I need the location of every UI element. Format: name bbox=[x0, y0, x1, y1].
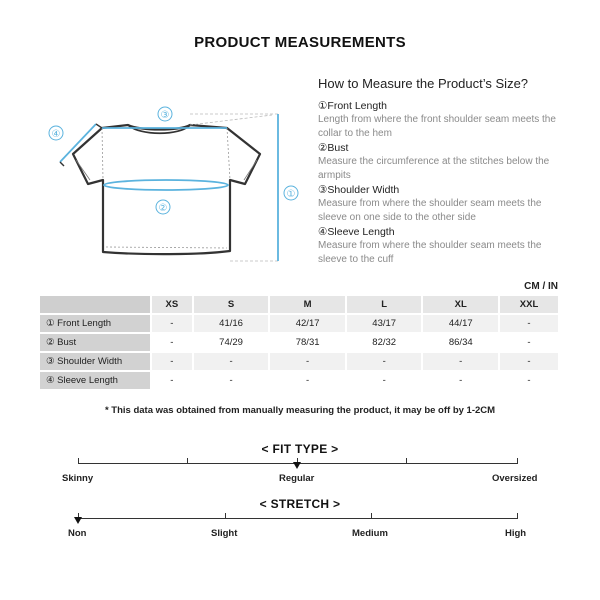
fit-type-tick bbox=[78, 458, 79, 463]
table-cell: - bbox=[500, 353, 558, 370]
guide-item-title: ②Bust bbox=[318, 142, 349, 154]
guide-item-title: ④Sleeve Length bbox=[318, 226, 395, 238]
table-cell: - bbox=[347, 372, 422, 389]
guide-item-title: ③Shoulder Width bbox=[318, 184, 400, 196]
page-title: PRODUCT MEASUREMENTS bbox=[194, 34, 406, 51]
column-header: XXL bbox=[500, 296, 558, 313]
size-table bbox=[38, 294, 560, 391]
guide-heading: How to Measure the Product’s Size? bbox=[318, 76, 529, 91]
stretch-title: < STRETCH > bbox=[259, 497, 341, 511]
stretch-tick bbox=[225, 513, 226, 518]
table-row bbox=[40, 334, 558, 351]
sleeve-length-number: ④ bbox=[51, 129, 61, 140]
table-cell: - bbox=[500, 372, 558, 389]
fit-type-marker-icon bbox=[293, 462, 301, 469]
column-header: XL bbox=[423, 296, 498, 313]
column-header: M bbox=[270, 296, 345, 313]
guide-item-desc: Measure from where the shoulder seam meets the sleeve on one side to the other side bbox=[318, 198, 542, 223]
disclaimer-note: * This data was obtained from manually measuring the product, it may be off by 1-2CM bbox=[104, 405, 496, 416]
stretch-label-slight: Slight bbox=[211, 528, 238, 539]
row-label: ① Front Length bbox=[40, 315, 150, 332]
table-row bbox=[40, 315, 558, 332]
table-cell: 42/17 bbox=[270, 315, 345, 332]
fit-type-tick bbox=[517, 458, 518, 463]
table-cell: - bbox=[194, 353, 269, 370]
fit-type-tick bbox=[406, 458, 407, 463]
table-row bbox=[40, 372, 558, 389]
guide-item-desc: Length from where the front shoulder seam meets the collar to the hem bbox=[318, 114, 556, 139]
fit-type-title: < FIT TYPE > bbox=[261, 442, 339, 456]
table-cell: - bbox=[500, 315, 558, 332]
row-label: ③ Shoulder Width bbox=[40, 353, 150, 370]
table-cell: 41/16 bbox=[194, 315, 269, 332]
fit-type-label-skinny: Skinny bbox=[62, 473, 94, 484]
column-header: S bbox=[194, 296, 269, 313]
bust-line bbox=[104, 180, 228, 190]
table-cell: - bbox=[423, 372, 498, 389]
sleeve-length-line bbox=[60, 124, 96, 162]
table-cell: - bbox=[270, 353, 345, 370]
table-cell: 82/32 bbox=[347, 334, 422, 351]
fit-type-label-oversized: Oversized bbox=[492, 473, 538, 484]
shoulder-width-number: ③ bbox=[160, 110, 170, 121]
front-length-number: ① bbox=[286, 189, 296, 200]
fit-type-label-regular: Regular bbox=[279, 473, 315, 484]
stretch-tick bbox=[517, 513, 518, 518]
table-cell: - bbox=[347, 353, 422, 370]
table-cell: 86/34 bbox=[423, 334, 498, 351]
table-cell: - bbox=[500, 334, 558, 351]
bust-number: ② bbox=[158, 203, 168, 214]
table-cell: - bbox=[152, 372, 192, 389]
table-cell: - bbox=[194, 372, 269, 389]
guide-item-desc: Measure the circumference at the stitches below the armpits bbox=[318, 156, 550, 181]
measure-guide bbox=[318, 76, 558, 267]
tshirt-diagram bbox=[40, 100, 310, 275]
stretch-label-medium: Medium bbox=[352, 528, 388, 539]
column-header: XS bbox=[152, 296, 192, 313]
row-label: ④ Sleeve Length bbox=[40, 372, 150, 389]
table-cell: 74/29 bbox=[194, 334, 269, 351]
table-cell: - bbox=[270, 372, 345, 389]
table-cell: 78/31 bbox=[270, 334, 345, 351]
table-cell: - bbox=[423, 353, 498, 370]
stretch-scale bbox=[78, 518, 518, 519]
fit-type-tick bbox=[187, 458, 188, 463]
table-cell: 43/17 bbox=[347, 315, 422, 332]
table-cell: 44/17 bbox=[423, 315, 498, 332]
table-cell: - bbox=[152, 315, 192, 332]
table-cell: - bbox=[152, 353, 192, 370]
unit-label: CM / IN bbox=[524, 281, 558, 292]
stretch-label-non: Non bbox=[68, 528, 87, 539]
table-corner bbox=[40, 296, 150, 313]
table-row bbox=[40, 353, 558, 370]
row-label: ② Bust bbox=[40, 334, 150, 351]
stretch-marker-icon bbox=[74, 517, 82, 524]
table-cell: - bbox=[152, 334, 192, 351]
stretch-tick bbox=[371, 513, 372, 518]
guide-item-desc: Measure from where the shoulder seam meets the sleeve to the cuff bbox=[318, 240, 542, 265]
stretch-label-high: High bbox=[505, 528, 527, 539]
column-header: L bbox=[347, 296, 422, 313]
guide-item-title: ①Front Length bbox=[318, 100, 387, 112]
table-header-row bbox=[40, 296, 558, 313]
